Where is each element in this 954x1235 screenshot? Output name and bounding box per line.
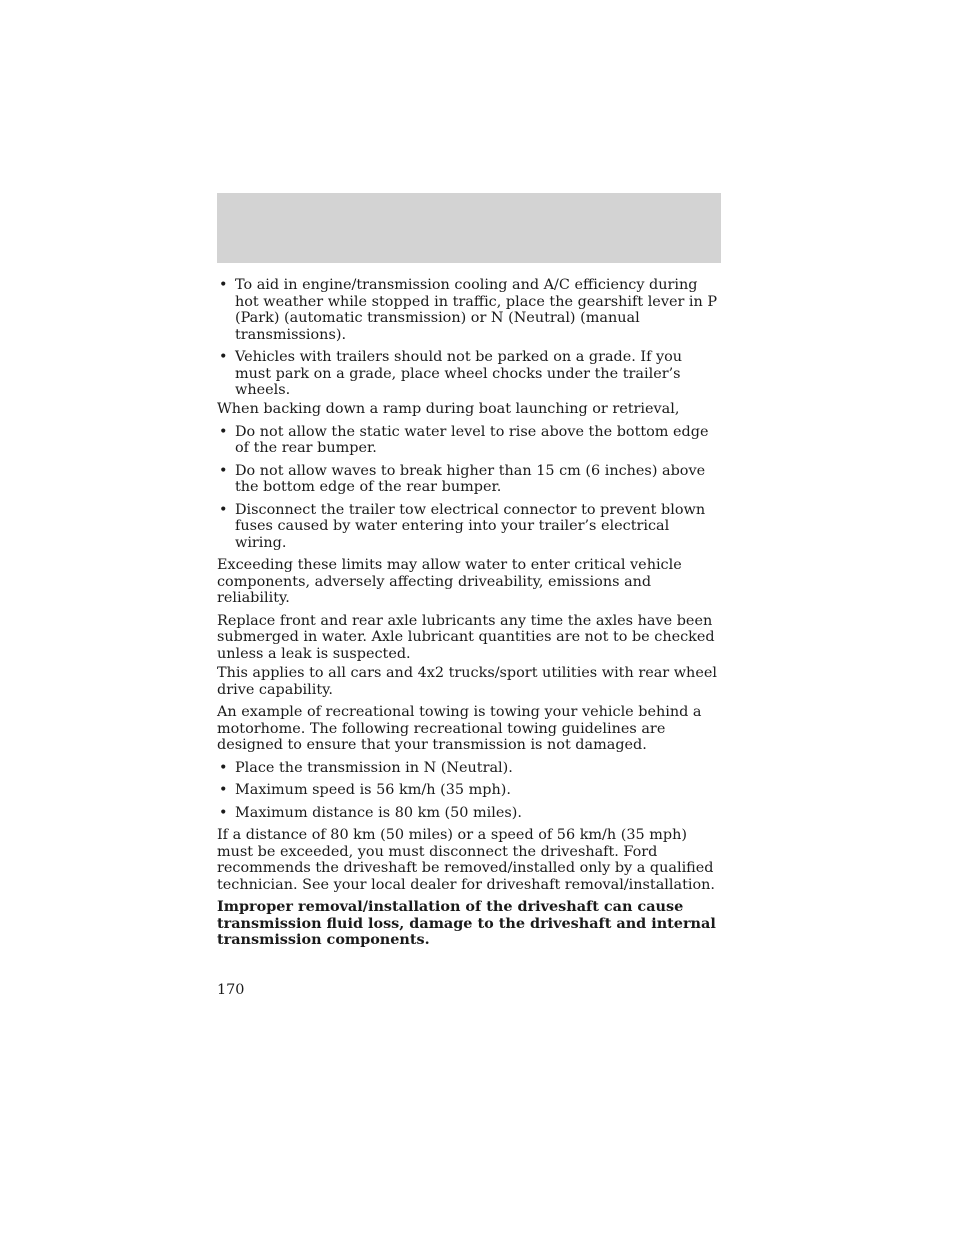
section-recreational-towing <box>217 665 721 949</box>
list-item: • Maximum distance is 80 km (50 miles). <box>217 805 721 822</box>
paragraph: Exceeding these limits may allow water to enter critical vehicle components, adversely affecting driveability, emissions and reliability. <box>217 557 682 606</box>
list-item: • Vehicles with trailers should not be parked on a grade. If you must park on a grade, place wheel chocks under the trailer’s wheels. <box>217 349 721 399</box>
bullet-list <box>217 277 721 399</box>
list-item: • Place the transmission in N (Neutral). <box>217 760 721 777</box>
header-band <box>217 193 721 263</box>
paragraph: This applies to all cars and 4x2 trucks/sport utilities with rear wheel drive capability. <box>217 665 717 698</box>
bullet-list <box>217 424 721 552</box>
warning-text: Improper removal/installation of the driveshaft can cause transmission fluid loss, damage to the driveshaft and internal transmission components. <box>217 898 716 948</box>
list-item: • Maximum speed is 56 km/h (35 mph). <box>217 782 721 799</box>
list-item: • To aid in engine/transmission cooling and A/C efficiency during hot weather while stopped in traffic, place the gearshift lever in P (Park) (automatic transmission) or N (Neutral) (manual transmissions). <box>217 277 721 343</box>
paragraph: If a distance of 80 km (50 miles) or a speed of 56 km/h (35 mph) must be exceeded, you must disconnect the driveshaft. Ford recommends the driveshaft be removed/installed only by a qualified technician. See your local dealer for driveshaft removal/installation. <box>217 827 715 893</box>
bullet-list <box>217 760 721 822</box>
paragraph: Replace front and rear axle lubricants any time the axles have been submerged in water. Axle lubricant quantities are not to be checked unless a leak is suspected. <box>217 612 715 662</box>
section-boat-launch <box>217 401 721 662</box>
list-item: • Do not allow waves to break higher than 15 cm (6 inches) above the bottom edge of the rear bumper. <box>217 463 721 496</box>
list-item: • Disconnect the trailer tow electrical connector to prevent blown fuses caused by water entering into your trailer’s electrical wiring. <box>217 502 721 552</box>
list-item: • Do not allow the static water level to rise above the bottom edge of the rear bumper. <box>217 424 721 457</box>
section-hot-weather <box>217 277 721 399</box>
paragraph: An example of recreational towing is towing your vehicle behind a motorhome. The following recreational towing guidelines are designed to ensure that your transmission is not damaged. <box>217 704 702 753</box>
intro-paragraph: When backing down a ramp during boat launching or retrieval, <box>217 401 680 417</box>
page-number: 170 <box>217 982 245 998</box>
